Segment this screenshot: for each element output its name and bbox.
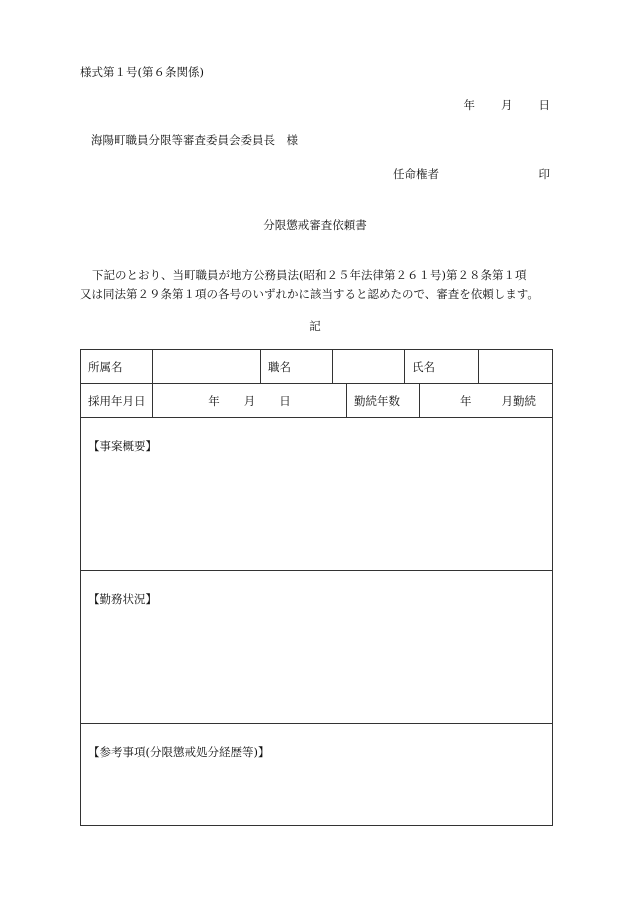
form-number: 様式第１号(第６条関係)	[80, 65, 204, 79]
hire-day: 日	[279, 393, 291, 408]
reference-box[interactable]	[81, 724, 553, 826]
service-month: 月勤続	[501, 393, 536, 408]
name-field[interactable]	[479, 350, 553, 384]
ki-heading: 記	[309, 319, 321, 333]
reference-label: 【参考事項(分限懲戒処分経歴等)】	[88, 745, 270, 759]
body-line-1: 下記のとおり、当町職員が地方公務員法(昭和２５年法律第２６１号)第２８条第１項	[92, 268, 527, 282]
hire-date-label: 採用年月日	[81, 384, 153, 418]
work-status-box[interactable]	[81, 571, 553, 724]
body-text	[80, 266, 555, 304]
document-title: 分限懲戒審査依頼書	[263, 218, 367, 232]
date-day: 日	[538, 98, 550, 112]
work-status-label: 【勤務状況】	[88, 592, 157, 606]
request-form-table	[80, 349, 553, 826]
position-field[interactable]	[333, 350, 405, 384]
hire-year: 年	[208, 393, 220, 408]
seal-mark: 印	[538, 167, 550, 181]
service-years-field[interactable]	[420, 384, 553, 418]
position-label: 職名	[261, 350, 333, 384]
date-month: 月	[501, 98, 513, 112]
appointing-authority	[393, 166, 550, 182]
service-year: 年	[460, 393, 472, 408]
case-summary-box[interactable]	[81, 418, 553, 571]
date-year: 年	[463, 98, 475, 112]
affiliation-label: 所属名	[81, 350, 153, 384]
case-summary-label: 【事案概要】	[88, 439, 157, 453]
affiliation-field[interactable]	[153, 350, 261, 384]
hire-date-field[interactable]	[153, 384, 347, 418]
authority-label: 任命権者	[393, 167, 439, 181]
hire-month: 月	[243, 393, 256, 408]
date-line	[464, 97, 551, 113]
name-label: 氏名	[405, 350, 479, 384]
service-years-label: 勤続年数	[347, 384, 420, 418]
addressee: 海陽町職員分限等審査委員会委員長 様	[91, 133, 298, 147]
body-line-2: 又は同法第２９条第１項の各号のいずれかに該当すると認めたので、審査を依頼します。	[80, 287, 539, 301]
